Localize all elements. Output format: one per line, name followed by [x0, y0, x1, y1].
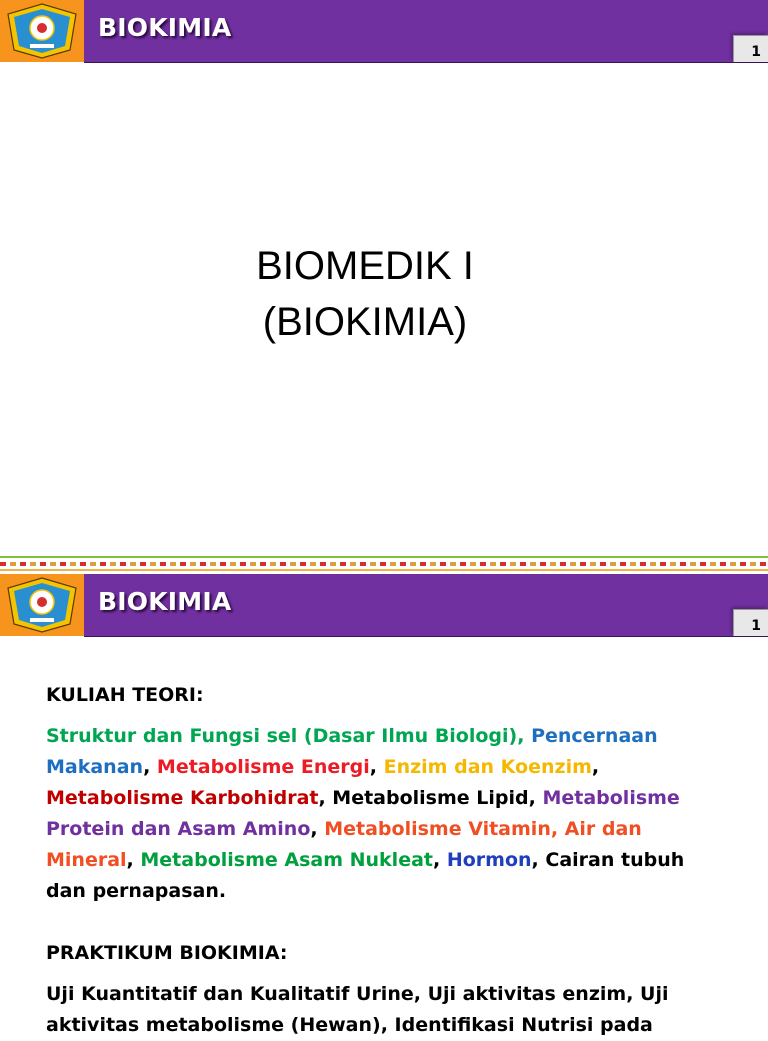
- teori-topic: ,: [126, 849, 141, 871]
- divider-line-dashed: [0, 562, 768, 566]
- slide-header: [0, 574, 768, 636]
- page-number: 1: [751, 44, 761, 60]
- teori-topic: Struktur dan Fungsi sel (Dasar Ilmu Biologi),: [46, 725, 525, 747]
- teori-topic: Metabolisme Protein dan Asam Amino: [46, 787, 680, 840]
- teori-topic: Metabolisme Vitamin, Air dan Mineral: [46, 818, 642, 871]
- header-title: BIOKIMIA: [98, 13, 232, 42]
- teori-topic: , Cairan tubuh dan pernapasan.: [46, 849, 685, 902]
- title-bar: [84, 0, 768, 63]
- section-title-teori: KULIAH TEORI:: [46, 684, 204, 706]
- teori-topic: , Metabolisme Lipid,: [318, 787, 543, 809]
- section-title-praktikum: PRAKTIKUM BIOKIMIA:: [46, 942, 288, 964]
- teori-topic: Metabolisme Karbohidrat: [46, 787, 319, 809]
- cover-title-line1: BIOMEDIK I: [256, 244, 474, 288]
- teori-topic: ,: [433, 849, 447, 871]
- praktikum-topic-list: Uji Kuantitatif dan Kualitatif Urine, Uji aktivitas enzim, Uji aktivitas metabolisme (Hewan), Identifikasi Nutrisi pada: [46, 983, 669, 1036]
- logo-box: [0, 0, 85, 62]
- cover-title-line2: (BIOKIMIA): [262, 300, 468, 344]
- teori-topic: Metabolisme Energi: [156, 756, 370, 778]
- teori-topic: ,: [591, 756, 600, 778]
- slide-header: [0, 0, 768, 62]
- teori-topic: Enzim dan Koenzim: [383, 756, 592, 778]
- teori-topic-list: [46, 721, 726, 907]
- teori-topic: Metabolisme Asam Nukleat: [140, 849, 433, 871]
- teori-topic: ,: [143, 756, 157, 778]
- page-number-tab: [733, 35, 768, 62]
- teori-topic: Pencernaan Makanan: [46, 725, 658, 778]
- teori-topic: Hormon: [446, 849, 532, 871]
- teori-topic: ,: [310, 818, 325, 840]
- page-number-tab: [733, 609, 768, 636]
- teori-topic: ,: [369, 756, 384, 778]
- divider-line-orange: [0, 569, 768, 571]
- university-shield-logo-icon: [0, 0, 84, 62]
- cover-title: [0, 238, 730, 350]
- slide-body: [46, 680, 726, 1041]
- divider-line-green: [0, 556, 768, 558]
- header-title: BIOKIMIA: [98, 587, 232, 616]
- university-shield-logo-icon: [0, 574, 84, 636]
- logo-box: [0, 574, 85, 636]
- page-number: 1: [751, 618, 761, 634]
- slide-content: [0, 574, 768, 1036]
- title-bar: [84, 574, 768, 637]
